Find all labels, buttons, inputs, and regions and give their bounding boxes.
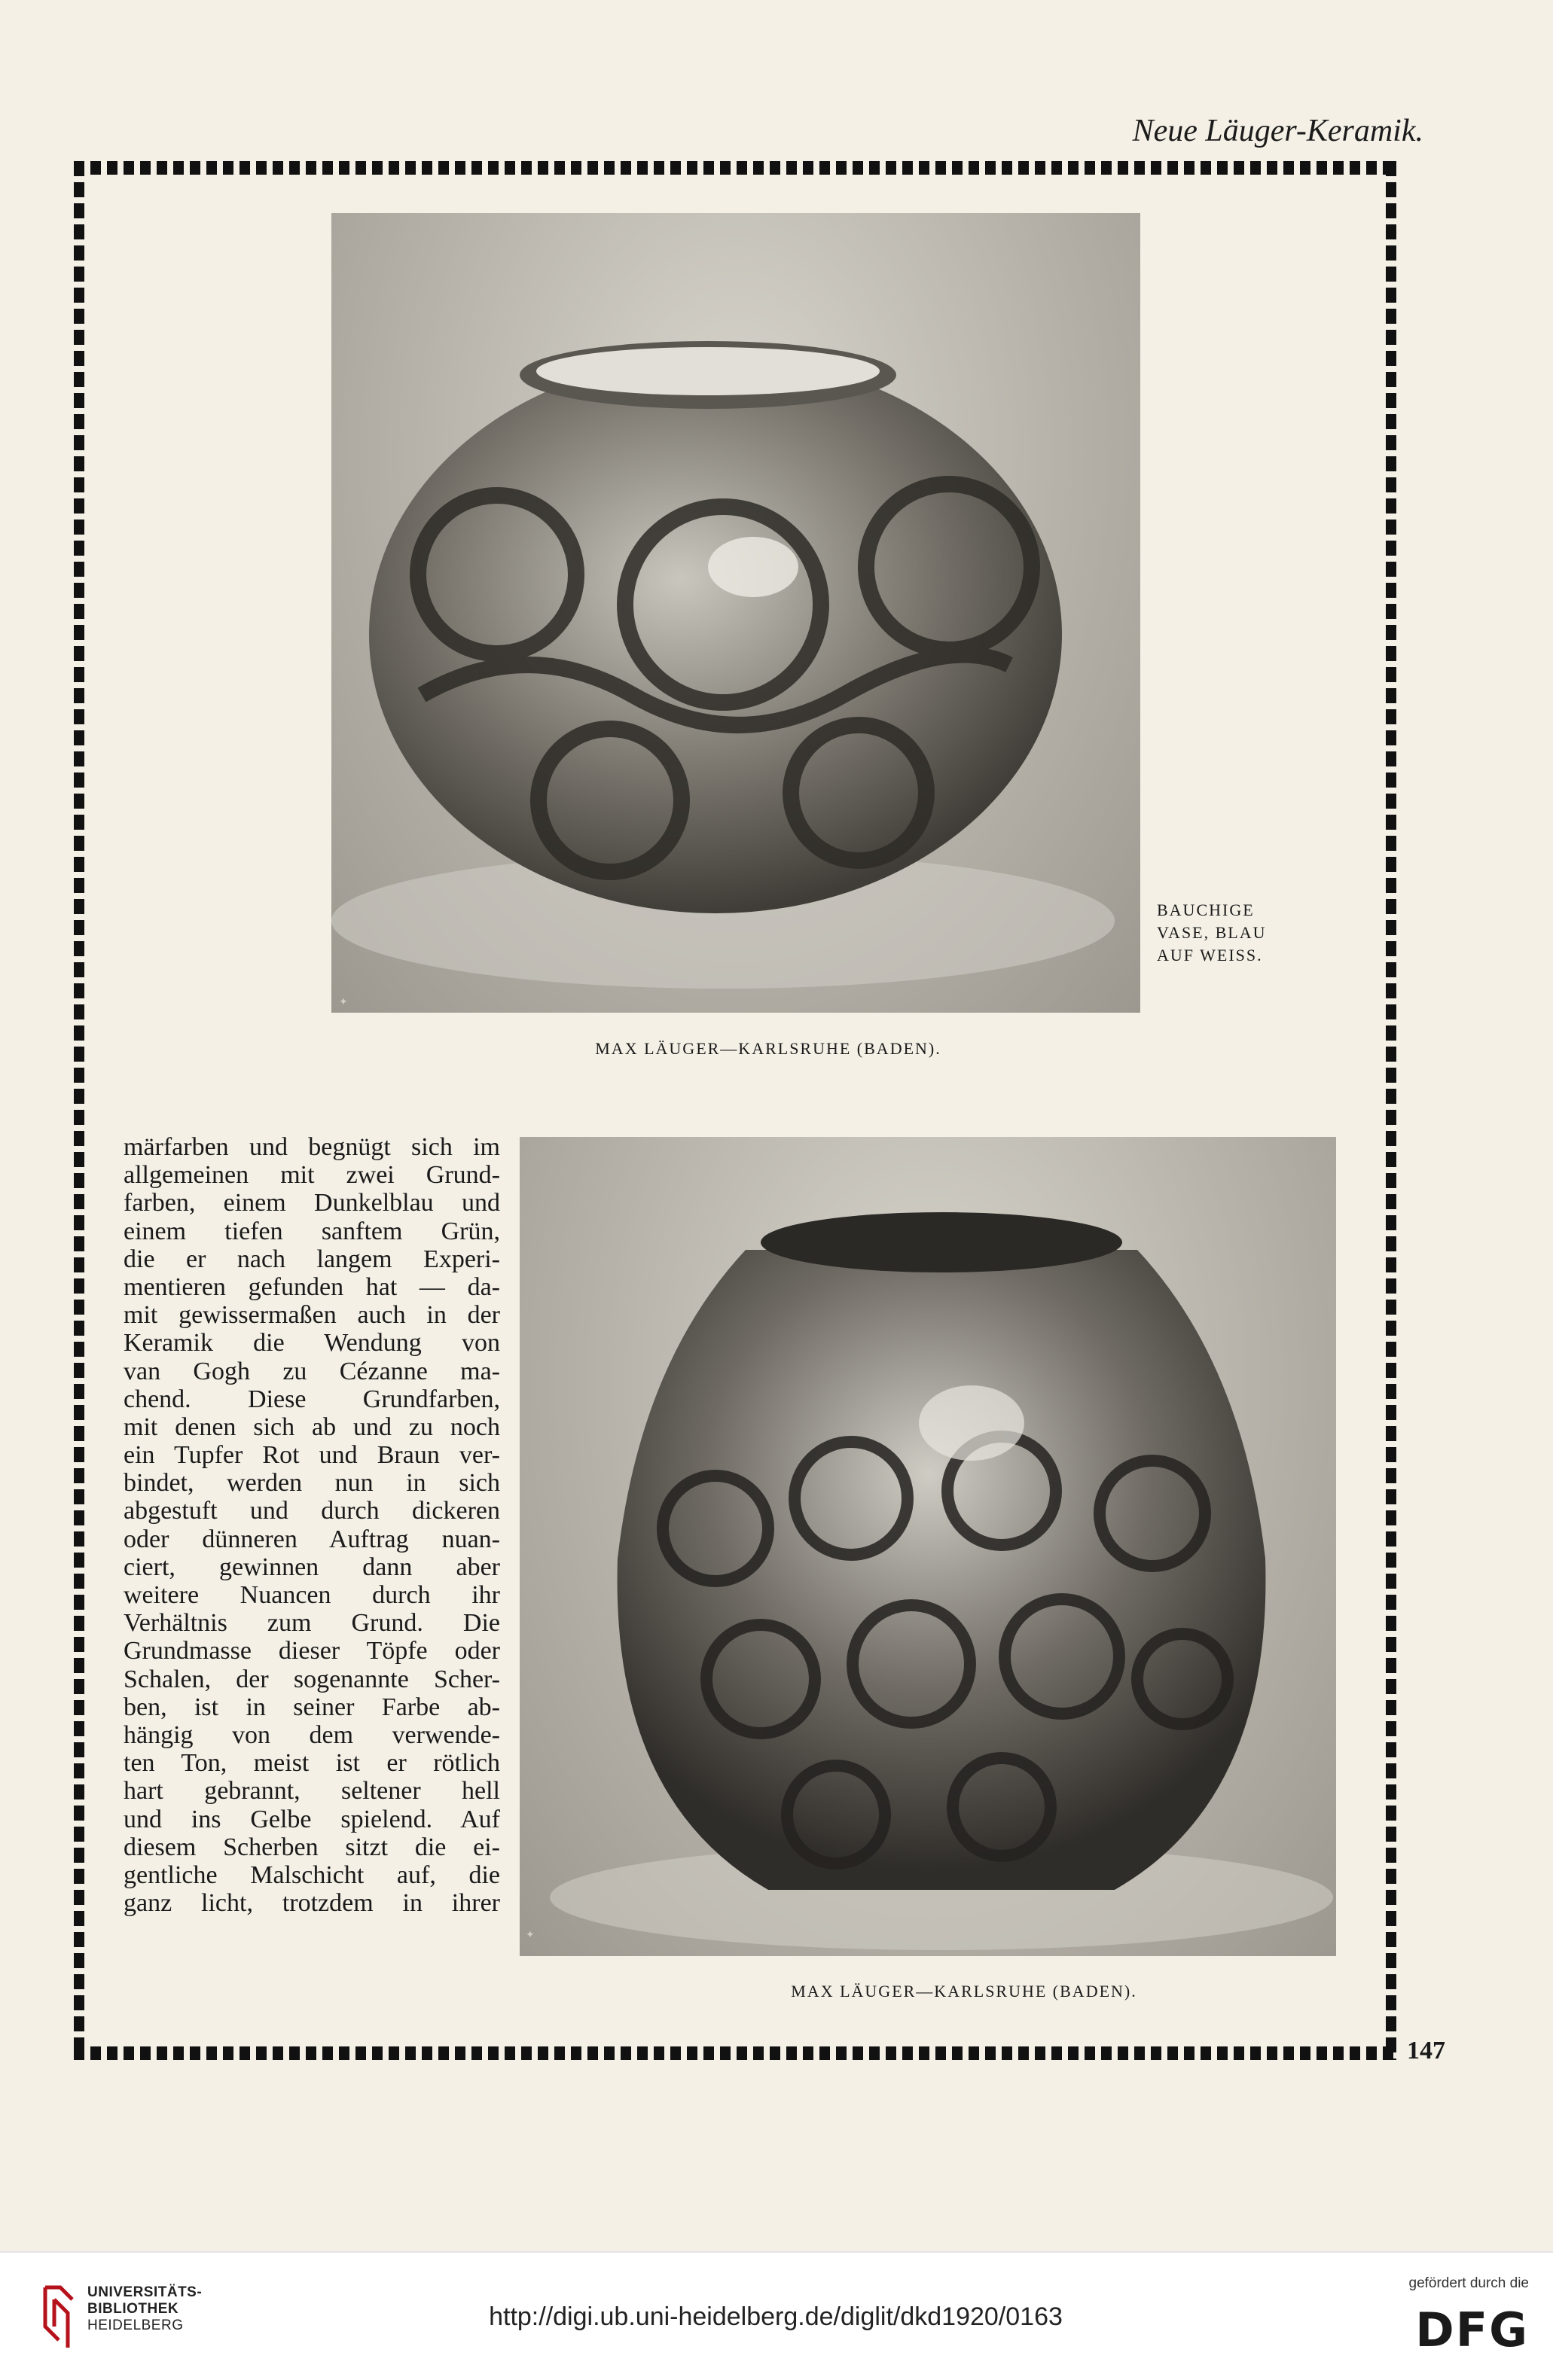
- dfg-logo[interactable]: DFG: [1415, 2302, 1529, 2357]
- frame-top-border: [74, 161, 1396, 175]
- text-line: ten Ton, meist ist er rötlich: [124, 1749, 500, 1778]
- library-name[interactable]: [87, 2284, 202, 2334]
- text-line: hart gebrannt, seltener hell: [124, 1777, 500, 1806]
- photographer-mark-bottom: ✦: [526, 1929, 535, 1941]
- text-line: ben, ist in seiner Farbe ab-: [124, 1693, 500, 1721]
- running-title: Neue Läuger-Keramik.: [1132, 114, 1423, 148]
- text-line: die er nach langem Experi-: [124, 1245, 500, 1273]
- library-name-line: UNIVERSITÄTS-: [87, 2284, 203, 2300]
- library-name-line: HEIDELBERG: [87, 2318, 184, 2333]
- frame-right-border: [1386, 161, 1396, 2060]
- figure-credit-bottom: MAX LÄUGER—KARLSRUHE (BADEN).: [791, 1982, 1137, 2001]
- vase-photo-top: [331, 213, 1140, 1013]
- text-line: weitere Nuancen durch ihr: [124, 1581, 500, 1609]
- permalink-url[interactable]: http://digi.ub.uni-heidelberg.de/diglit/dkd1920/0163: [489, 2302, 1063, 2331]
- sponsor-label: gefördert durch die: [1408, 2275, 1529, 2291]
- text-line: allgemeinen mit zwei Grund-: [124, 1161, 500, 1190]
- text-line: gentliche Malschicht auf, die: [124, 1860, 500, 1889]
- vase-illustration-bottom: [520, 1137, 1336, 1956]
- text-line: einem tiefen sanftem Grün,: [124, 1217, 500, 1245]
- page-number: 147: [1407, 2037, 1445, 2065]
- text-line: ciert, gewinnen dann aber: [124, 1553, 500, 1581]
- text-line: Schalen, der sogenannte Scher-: [124, 1665, 500, 1693]
- text-line: mentieren gefunden hat — da-: [124, 1272, 500, 1301]
- text-line: farben, einem Dunkelblau und: [124, 1189, 500, 1217]
- text-line: mit gewissermaßen auch in der: [124, 1301, 500, 1330]
- side-caption: [1157, 899, 1267, 967]
- article-text-column: [124, 1133, 500, 1917]
- text-line: chend. Diese Grundfarben,: [124, 1385, 500, 1413]
- text-line: abgestuft und durch dickeren: [124, 1497, 500, 1525]
- text-line: Keramik die Wendung von: [124, 1329, 500, 1358]
- side-caption-line: VASE, BLAU: [1157, 923, 1267, 942]
- library-name-line: BIBLIOTHEK: [87, 2301, 179, 2317]
- text-line: Grundmasse dieser Töpfe oder: [124, 1637, 500, 1665]
- text-line: und ins Gelbe spielend. Auf: [124, 1805, 500, 1833]
- viewer-footer: [0, 2251, 1553, 2380]
- frame-bottom-border: [74, 2046, 1396, 2060]
- text-line: diesem Scherben sitzt die ei-: [124, 1833, 500, 1861]
- text-line: hängig von dem verwende-: [124, 1720, 500, 1749]
- text-line: Verhältnis zum Grund. Die: [124, 1609, 500, 1638]
- text-line: bindet, werden nun in sich: [124, 1469, 500, 1498]
- figure-credit-top: MAX LÄUGER—KARLSRUHE (BADEN).: [595, 1039, 941, 1058]
- vase-photo-bottom: [520, 1137, 1336, 1956]
- vase-illustration-top: [331, 213, 1140, 1013]
- side-caption-line: AUF WEISS.: [1157, 946, 1263, 964]
- side-caption-line: BAUCHIGE: [1157, 900, 1255, 919]
- text-line: van Gogh zu Cézanne ma-: [124, 1357, 500, 1385]
- text-line: märfarben und begnügt sich im: [124, 1133, 500, 1161]
- text-line: ganz licht, trotzdem in ihrer: [124, 1889, 500, 1918]
- frame-left-border: [74, 161, 84, 2060]
- text-line: ein Tupfer Rot und Braun ver-: [124, 1441, 500, 1470]
- text-line: mit denen sich ab und zu noch: [124, 1412, 500, 1441]
- ub-heidelberg-logo-icon[interactable]: [38, 2281, 80, 2357]
- text-line: oder dünneren Auftrag nuan-: [124, 1525, 500, 1553]
- photographer-mark-top: ✦: [339, 996, 348, 1008]
